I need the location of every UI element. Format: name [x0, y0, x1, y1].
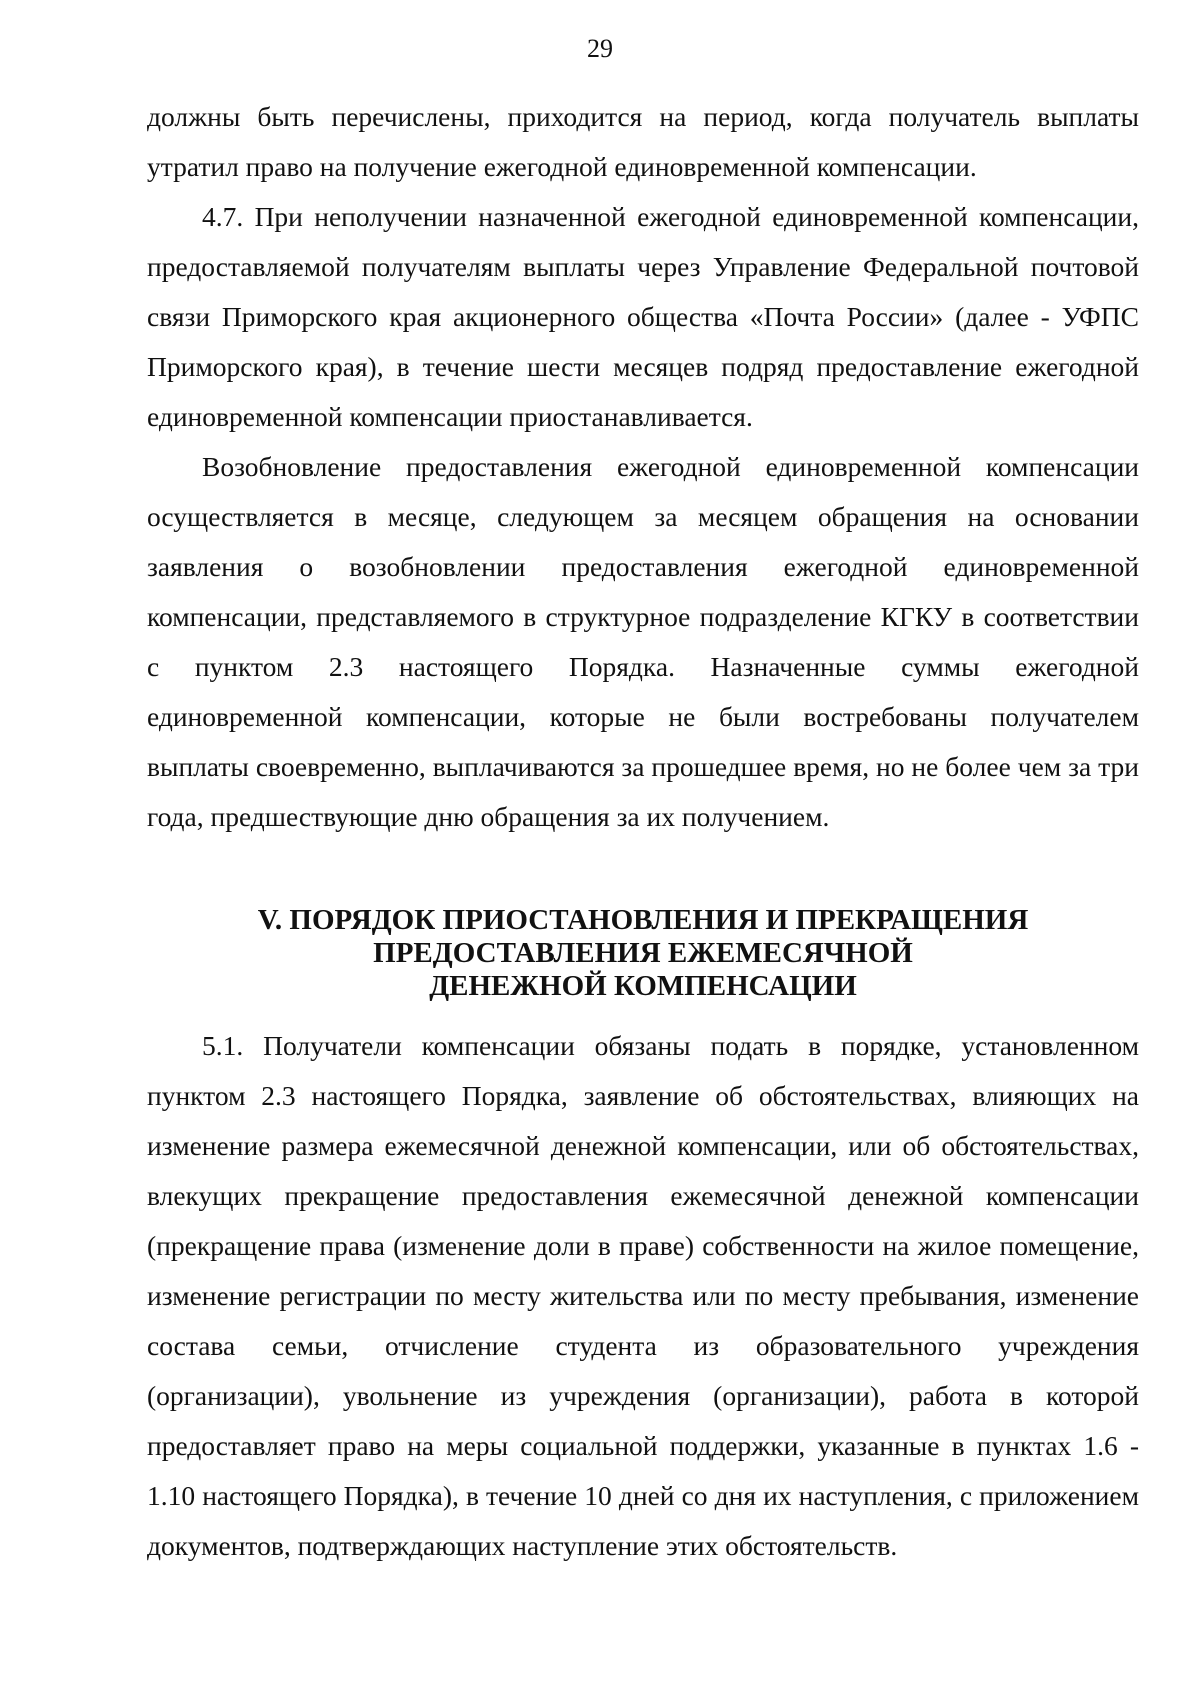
section-heading-line: V. ПОРЯДОК ПРИОСТАНОВЛЕНИЯ И ПРЕКРАЩЕНИЯ: [257, 904, 1029, 936]
document-body: [147, 92, 1139, 1571]
paragraph-4-7: 4.7. При неполучении назначенной ежегодной единовременной компенсации, предоставляемой получателям выплаты через Управление Федеральной почтовой связи Приморского края акционерного общества «Почта России» (далее - УФПС Приморского края), в течение шести месяцев подряд предоставление ежегодной единовременной компенсации приостанавливается.: [147, 201, 1139, 432]
section-heading-line: ДЕНЕЖНОЙ КОМПЕНСАЦИИ: [429, 970, 857, 1002]
paragraph-resumption: Возобновление предоставления ежегодной единовременной компенсации осуществляется в месяце, следующем за месяцем обращения на основании заявления о возобновлении предоставления ежегодной единовременной компенсации, представляемого в структурное подразделение КГКУ в соответствии с пунктом 2.3 настоящего Порядка. Назначенные суммы ежегодной единовременной компенсации, которые не были востребованы получателем выплаты своевременно, выплачиваются за прошедшее время, но не более чем за три года, предшествующие дню обращения за их получением.: [147, 451, 1139, 832]
page-number: 29: [587, 34, 613, 63]
section-heading-line: ПРЕДОСТАВЛЕНИЯ ЕЖЕМЕСЯЧНОЙ: [373, 937, 913, 969]
section-v-heading: [147, 904, 1139, 1003]
paragraph-5-1: 5.1. Получатели компенсации обязаны подать в порядке, установленном пунктом 2.3 настоящего Порядка, заявление об обстоятельствах, влияющих на изменение размера ежемесячной денежной компенсации, или об обстоятельствах, влекущих прекращение предоставления ежемесячной денежной компенсации (прекращение права (изменение доли в праве) собственности на жилое помещение, изменение регистрации по месту жительства или по месту пребывания, изменение состава семьи, отчисление студента из образовательного учреждения (организации), увольнение из учреждения (организации), работа в которой предоставляет право на меры социальной поддержки, указанные в пунктах 1.6 - 1.10 настоящего Порядка), в течение 10 дней со дня их наступления, с приложением документов, подтверждающих наступление этих обстоятельств.: [147, 1030, 1139, 1561]
paragraph-continuation: должны быть перечислены, приходится на период, когда получатель выплаты утратил право на получение ежегодной единовременной компенсации.: [147, 101, 1139, 182]
